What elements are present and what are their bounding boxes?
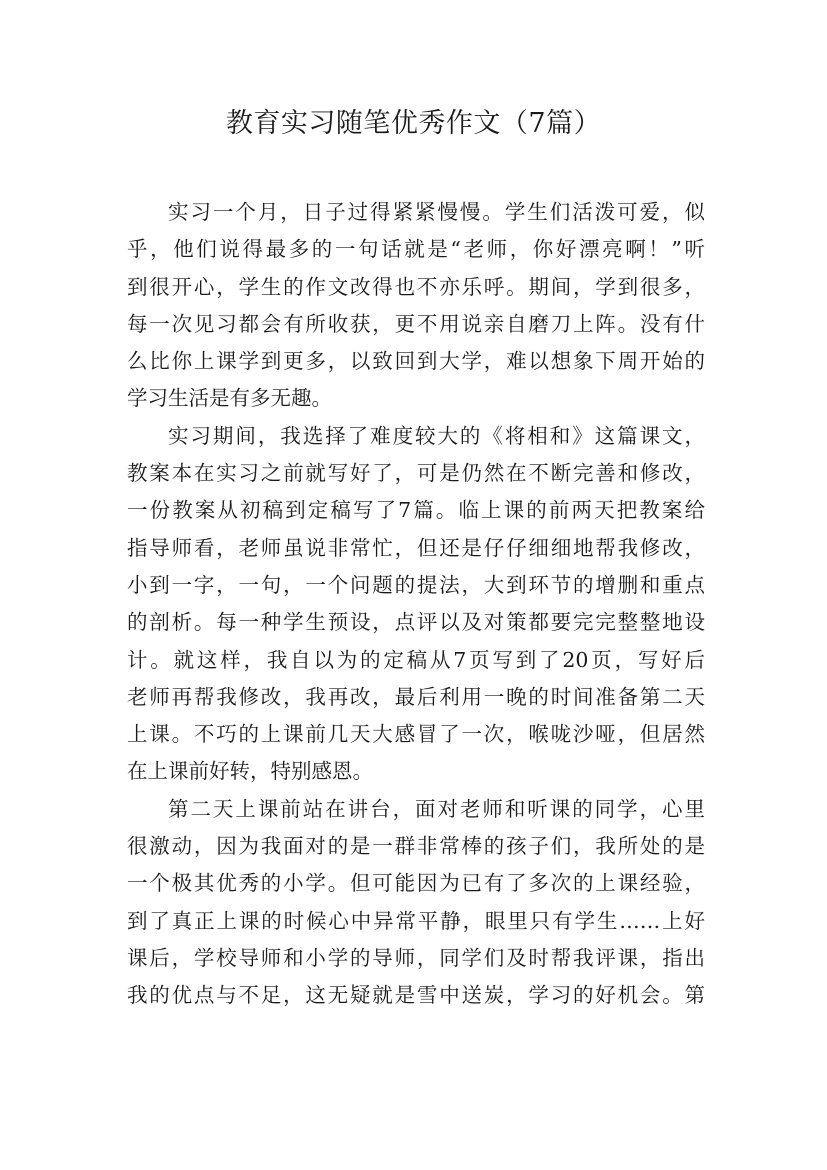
text-line: 一份教案从初稿到定稿写了7篇。临上课的前两天把教案给 xyxy=(127,498,705,523)
text-line: 么比你上课学到更多，以致回到大学，难以想象下周开始的 xyxy=(127,349,705,374)
text-line: 实习期间，我选择了难度较大的《将相和》这篇课文， xyxy=(168,423,705,448)
text-line: 在上课前好转，特别感恩。 xyxy=(127,759,373,784)
text-line: 上课。不巧的上课前几天大感冒了一次，喉咙沙哑，但居然 xyxy=(127,722,705,747)
text-line: 老师再帮我修改，我再改，最后利用一晚的时间准备第二天 xyxy=(127,684,705,709)
paragraph-2 xyxy=(127,418,705,791)
text-line: 到了真正上课的时候心中异常平静，眼里只有学生……上好 xyxy=(127,908,705,933)
text-line: 小到一字，一句，一个问题的提法，大到环节的增删和重点 xyxy=(127,572,705,597)
text-line: 实习一个月，日子过得紧紧慢慢。学生们活泼可爱，似 xyxy=(168,200,705,224)
text-line: 教案本在实习之前就写好了，可是仍然在不断完善和修改， xyxy=(127,461,705,486)
text-line: 计。就这样，我自以为的定稿从7页写到了20页，写好后 xyxy=(127,647,705,672)
text-line: 每一次见习都会有所收获，更不用说亲自磨刀上阵。没有什 xyxy=(127,311,705,336)
text-line: 课后，学校导师和小学的导师，同学们及时帮我评课，指出 xyxy=(127,945,705,970)
text-line: 指导师看，老师虽说非常忙，但还是仔仔细细地帮我修改， xyxy=(127,535,705,560)
text-line: 第二天上课前站在讲台，面对老师和听课的同学，心里 xyxy=(168,796,705,821)
paragraph-3 xyxy=(127,791,705,1015)
text-line: 我的优点与不足，这无疑就是雪中送炭，学习的好机会。第 xyxy=(127,983,705,1008)
text-line: 学习生活是有多无趣。 xyxy=(127,386,332,411)
text-line: 乎，他们说得最多的一句话就是“老师，你好漂亮啊！”听 xyxy=(127,237,705,262)
paragraph-1 xyxy=(127,194,705,418)
document-title: 教育实习随笔优秀作文（7篇） xyxy=(225,108,602,139)
text-line: 的剖析。每一种学生预设，点评以及对策都要完完整整地设 xyxy=(127,610,705,635)
text-line: 很激动，因为我面对的是一群非常棒的孩子们，我所处的是 xyxy=(127,834,705,859)
document-body xyxy=(127,194,705,1015)
text-line: 一个极其优秀的小学。但可能因为已有了多次的上课经验， xyxy=(127,871,705,896)
text-line: 到很开心，学生的作文改得也不亦乐呼。期间，学到很多， xyxy=(127,274,705,299)
